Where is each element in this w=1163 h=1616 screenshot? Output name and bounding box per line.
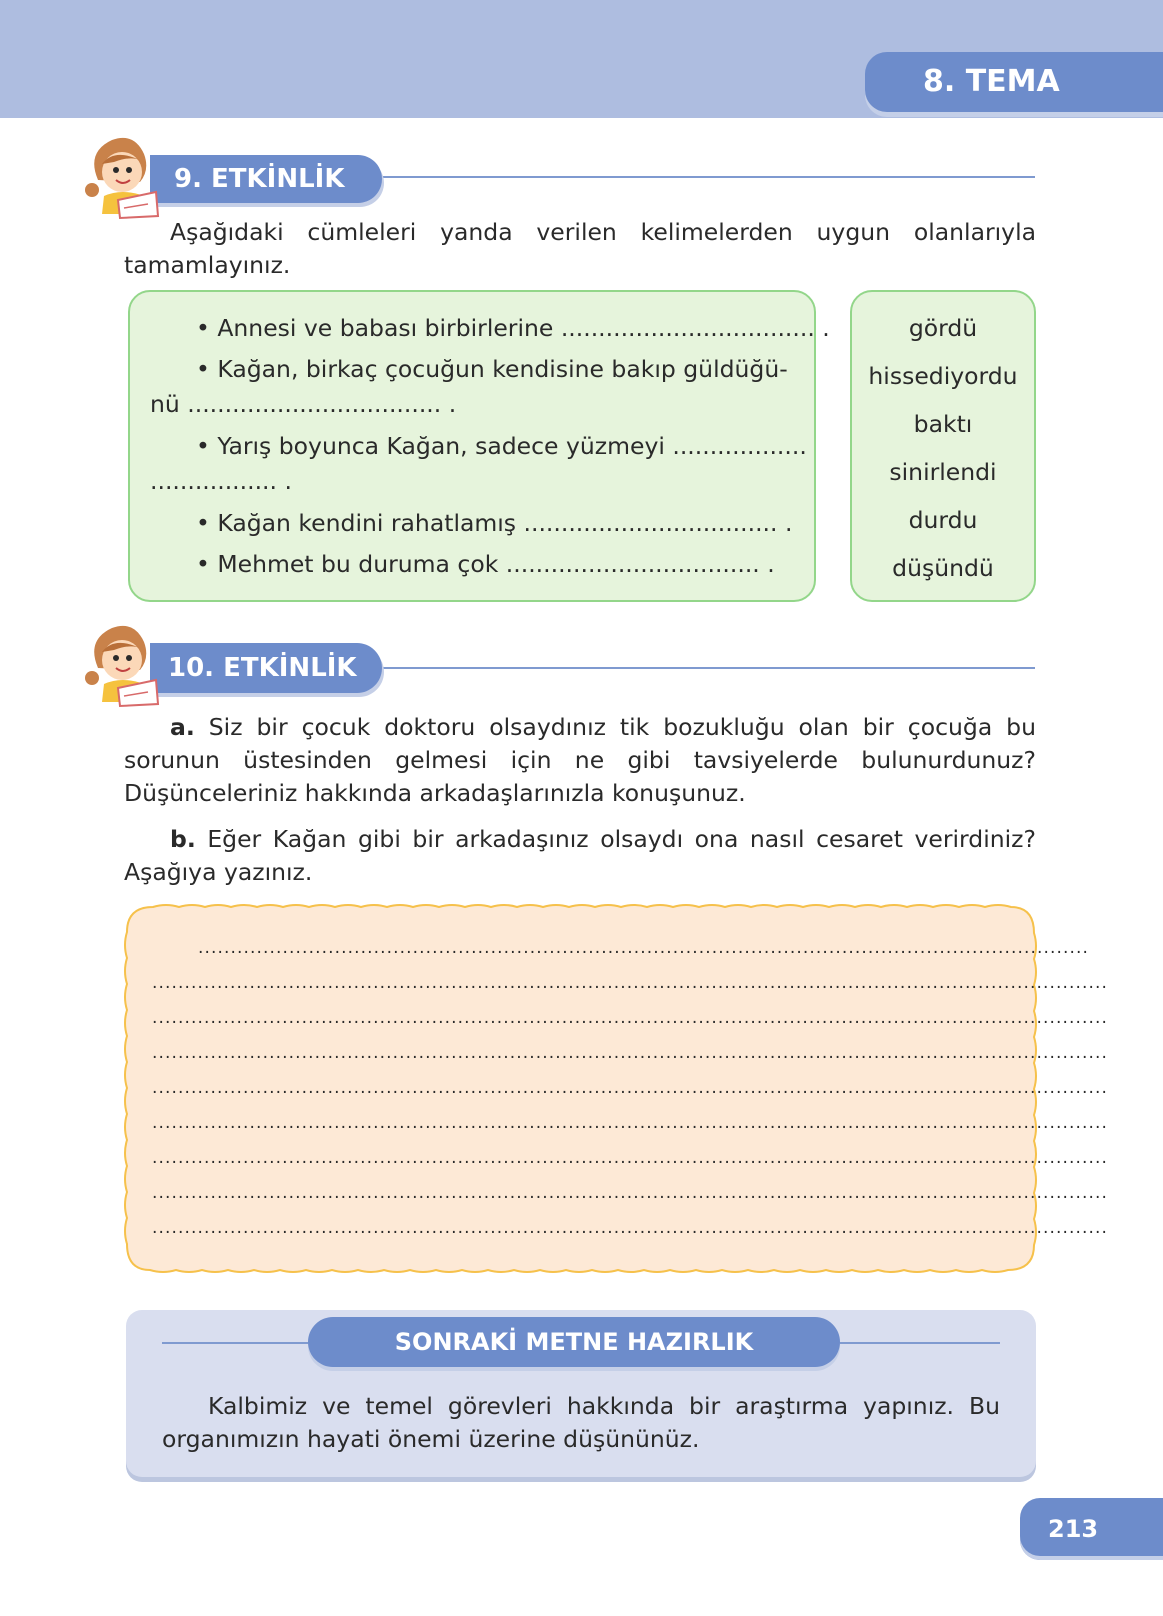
answer-line[interactable]: ...................................................................................................................................................	[152, 1008, 1109, 1028]
activity-10-part-b	[124, 823, 1036, 889]
part-a-text: Siz bir çocuk doktoru olsaydınız tik bozukluğu olan bir çocuğa bu sorunun üstesinden gelmesi için ne gibi tavsiyelerde bulunurdunuz? Düşünceleriniz hakkında arkadaşlarınızla konuşunuz.	[124, 713, 1036, 807]
sentence-3a: • Yarış boyunca Kağan, sadece yüzmeyi ..................	[196, 432, 807, 460]
sentences-box	[128, 290, 830, 602]
sentence-4: • Kağan kendini rahatlamış .................................. .	[196, 509, 793, 537]
sentence-2a: • Kağan, birkaç çocuğun kendisine bakıp güldüğü-	[196, 355, 788, 383]
part-a-label: a.	[170, 713, 195, 741]
sentence-5: • Mehmet bu duruma çok .................................. .	[196, 550, 775, 578]
word-bank-item: sinirlendi	[889, 458, 997, 486]
answer-line[interactable]: .........................................................................................................................................	[198, 938, 1090, 958]
next-text-body: Kalbimiz ve temel görevleri hakkında bir araştırma yapınız. Bu organımızın hayati önemi üzerine düşününüz.	[162, 1392, 1000, 1453]
page-number: 213	[1020, 1498, 1163, 1560]
activity-9-instruction: Aşağıdaki cümleleri yanda verilen kelimelerden uygun olanlarıyla tamamlayınız.	[124, 218, 1036, 279]
word-bank	[850, 290, 1036, 602]
girl-mascot-icon	[84, 618, 162, 708]
answer-line[interactable]: ...................................................................................................................................................	[152, 1078, 1109, 1098]
sentence-3b: ................. .	[150, 467, 292, 495]
part-b-text: Eğer Kağan gibi bir arkadaşınız olsaydı ona nasıl cesaret verirdiniz? Aşağıya yazınız.	[124, 825, 1036, 886]
sentence-1: • Annesi ve babası birbirlerine .................................. .	[196, 314, 830, 342]
theme-label: 8. TEMA	[865, 52, 1163, 112]
section-rule	[370, 667, 1035, 669]
activity-10-title: 10. ETKİNLİK	[150, 643, 382, 693]
word-bank-item: durdu	[908, 506, 978, 534]
activity-10-part-a	[124, 711, 1036, 810]
word-bank-item: gördü	[908, 314, 978, 342]
answer-line[interactable]: ...................................................................................................................................................	[152, 1043, 1109, 1063]
word-bank-item: baktı	[913, 410, 973, 438]
girl-mascot-icon	[84, 130, 162, 220]
answer-line[interactable]: ...................................................................................................................................................	[152, 1148, 1109, 1168]
section-rule	[370, 176, 1035, 178]
sentence-2b: nü .................................. .	[150, 390, 457, 418]
word-bank-item: düşündü	[892, 554, 994, 582]
next-text-title: SONRAKİ METNE HAZIRLIK	[308, 1317, 840, 1367]
answer-line[interactable]: ...................................................................................................................................................	[152, 1113, 1109, 1133]
part-b-label: b.	[170, 825, 196, 853]
answer-line[interactable]: ...................................................................................................................................................	[152, 1218, 1109, 1238]
answer-line[interactable]: ...................................................................................................................................................	[152, 1183, 1109, 1203]
answer-line[interactable]: ...................................................................................................................................................	[152, 973, 1109, 993]
word-bank-item: hissediyordu	[868, 362, 1018, 390]
activity-9-title: 9. ETKİNLİK	[150, 155, 382, 203]
